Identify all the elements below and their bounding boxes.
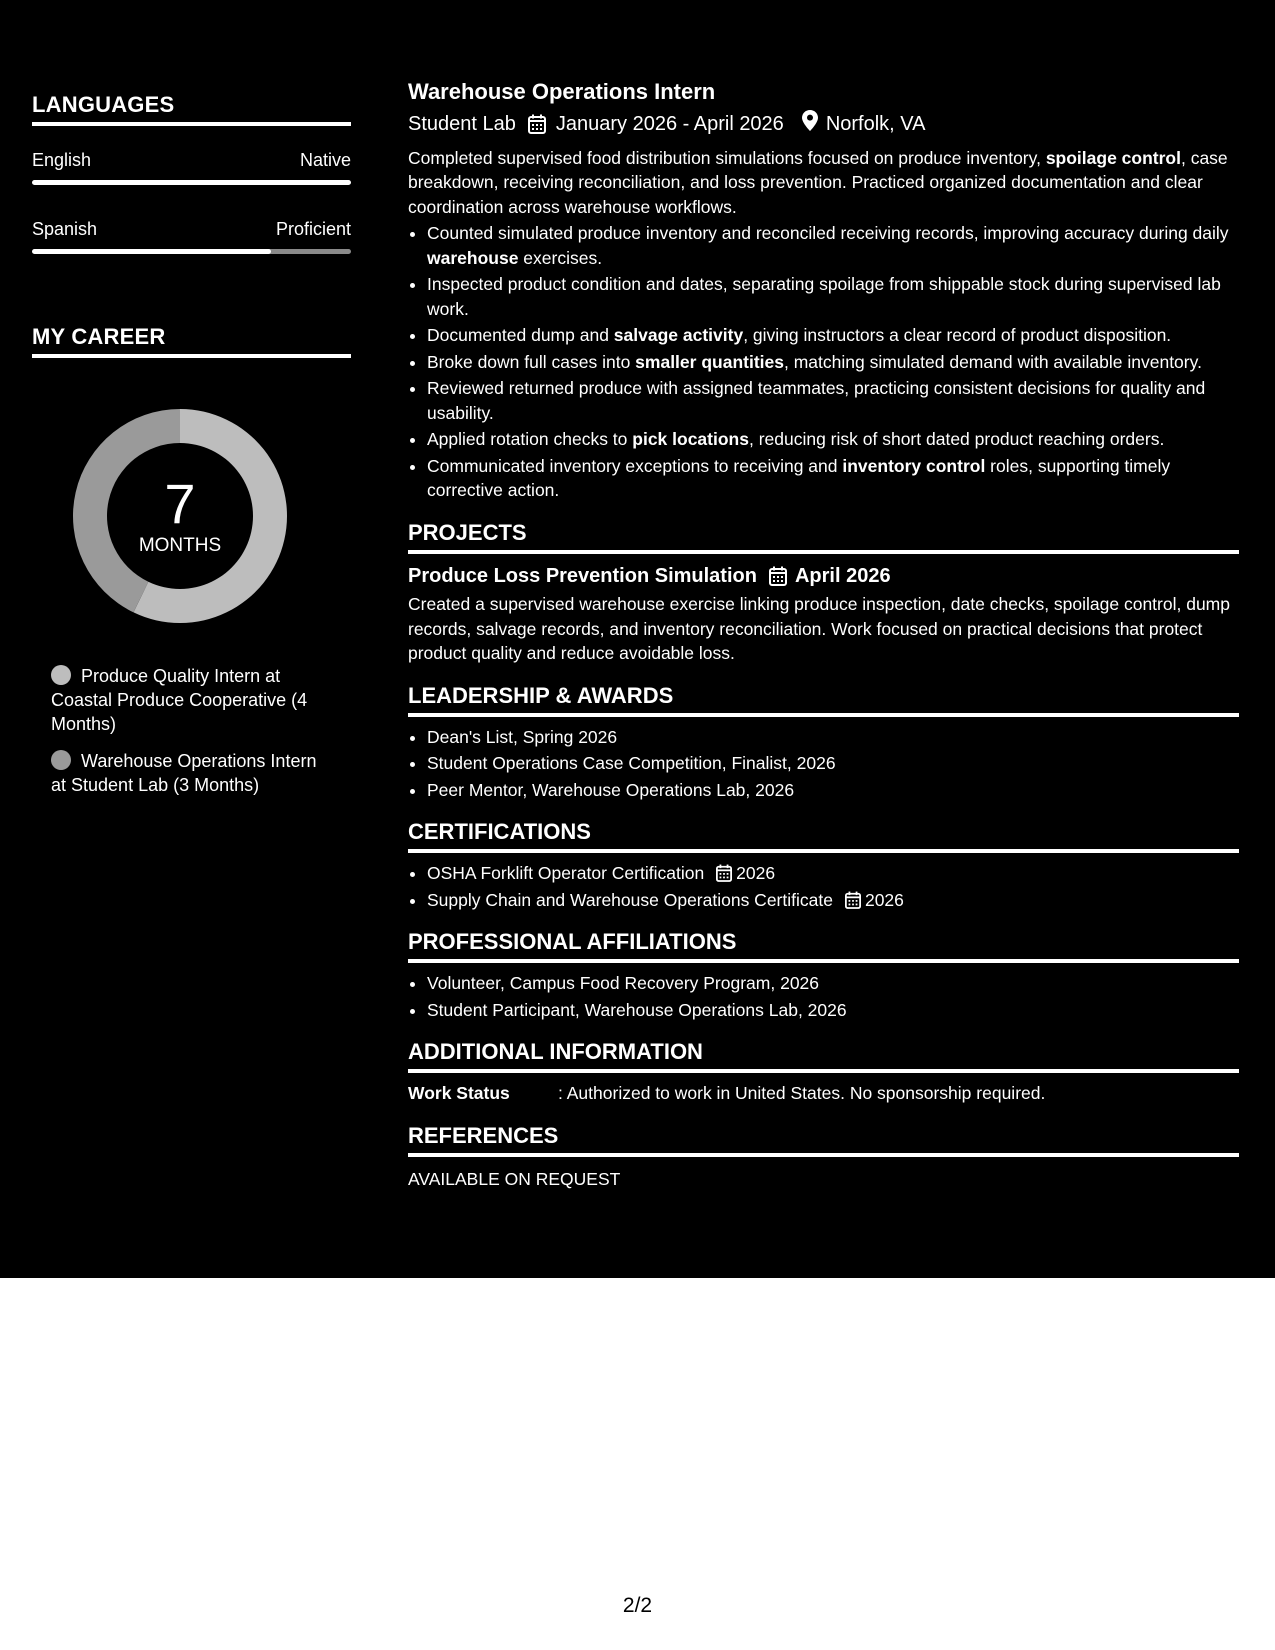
language-name: English — [32, 150, 92, 170]
project-description: Created a supervised warehouse exercise linking produce inspection, date checks, spoilage control, dump records, salvage records, and inventory reconciliation. Work focused on practical decisions that protect product quality and reduce avoidable loss. — [408, 594, 1230, 663]
bold-keyword: salvage activity — [613, 325, 744, 345]
certifications-list — [408, 861, 1239, 912]
text-run: Inspected product condition and dates, separating spoilage from shippable stock during supervised lab work. — [427, 274, 1221, 319]
references-text: AVAILABLE ON REQUEST — [408, 1168, 621, 1189]
language-proficiency-fill — [32, 249, 271, 254]
text-run: Documented dump and — [427, 325, 614, 345]
job-bullet — [427, 454, 1239, 503]
text-run: , reducing risk of short dated product reaching orders. — [748, 429, 1165, 449]
text-run: , matching simulated demand with available inventory. — [783, 351, 1202, 372]
career-legend — [51, 664, 331, 797]
language-level: Native — [299, 150, 351, 170]
career-total-number: 7 — [164, 472, 196, 535]
projects-heading: PROJECTS — [408, 519, 1239, 554]
language-english — [32, 150, 351, 185]
career-legend-item — [51, 664, 331, 736]
text-run: Applied rotation checks to — [427, 429, 633, 449]
legend-label: Produce Quality Intern at Coastal Produce Cooperative (4 Months) — [51, 666, 308, 734]
sidebar — [32, 92, 351, 810]
text-run: , case breakdown, receiving reconciliation, and loss prevention. Practiced organized documentation and clear coordination across warehouse workflows. — [408, 147, 1228, 217]
work-status-row — [408, 1081, 1239, 1106]
text-run: Communicated inventory exceptions to receiving and — [427, 455, 843, 476]
page-number: 2/2 — [622, 1594, 653, 1617]
job-summary — [408, 146, 1239, 220]
language-name: Spanish — [32, 219, 98, 239]
bold-keyword: pick locations — [632, 429, 749, 449]
certifications-heading: CERTIFICATIONS — [408, 818, 1239, 853]
project-title-row — [408, 564, 1239, 589]
legend-label: Warehouse Operations Intern at Student Lab (3 Months) — [51, 751, 317, 795]
bold-keyword: inventory control — [842, 455, 986, 476]
job-location: Norfolk, VA — [825, 112, 926, 135]
text-run: exercises. — [518, 247, 603, 268]
work-status-label: Work Status — [408, 1083, 510, 1103]
calendar-icon — [769, 566, 787, 586]
certification-name: • OSHA Forklift Operator Certification — [427, 863, 705, 883]
career-total-unit: MONTHS — [138, 535, 222, 556]
calendar-icon — [845, 891, 861, 909]
job-bullet — [427, 323, 1239, 348]
language-proficiency-fill — [32, 180, 351, 185]
certification-name: • Supply Chain and Warehouse Operations Certificate — [427, 889, 833, 910]
job-bullets — [408, 221, 1239, 503]
references-heading: REFERENCES — [408, 1122, 1239, 1157]
certification-year: 2026 — [864, 889, 904, 910]
certification-year: 2026 — [736, 863, 776, 883]
references-section — [408, 1122, 1239, 1192]
job-meta — [408, 110, 1239, 138]
affiliations-list — [408, 971, 1239, 1022]
calendar-icon — [528, 114, 546, 134]
text-run: Completed supervised food distribution simulations focused on produce inventory, — [408, 147, 1046, 168]
text-run: Reviewed returned produce with assigned teammates, practicing consistent decisions for quality and usability. — [427, 378, 1206, 423]
language-spanish — [32, 219, 351, 254]
job-bullet — [427, 272, 1239, 321]
leadership-item: • Peer Mentor, Warehouse Operations Lab, 2026 — [427, 778, 1239, 803]
additional-heading: ADDITIONAL INFORMATION — [408, 1038, 1239, 1073]
main-content — [408, 78, 1239, 1191]
work-status-value: : Authorized to work in United States. No sponsorship required. — [558, 1083, 1046, 1103]
certification-item — [427, 861, 1239, 886]
leadership-list — [408, 725, 1239, 803]
career-heading: MY CAREER — [32, 324, 351, 358]
leadership-section — [408, 682, 1239, 803]
affiliation-item: • Student Participant, Warehouse Operations Lab, 2026 — [427, 998, 1239, 1023]
projects-section — [408, 519, 1239, 666]
experience-entry — [408, 78, 1239, 503]
job-title: Warehouse Operations Intern — [408, 79, 716, 104]
text-run: , giving instructors a clear record of product disposition. — [743, 325, 1172, 345]
bold-keyword: spoilage control — [1045, 147, 1181, 168]
job-dates: January 2026 - April 2026 — [555, 112, 784, 135]
certifications-section — [408, 818, 1239, 912]
job-bullet — [427, 350, 1239, 375]
project-title: Produce Loss Prevention Simulation — [408, 564, 757, 587]
career-donut-chart — [66, 402, 294, 630]
map-pin-icon — [802, 110, 818, 138]
bold-keyword: warehouse — [427, 247, 519, 268]
additional-section — [408, 1038, 1239, 1106]
project-date: April 2026 — [794, 564, 891, 587]
text-run: Counted simulated produce inventory and reconciled receiving records, improving accuracy during daily — [427, 223, 1229, 243]
affiliation-item: • Volunteer, Campus Food Recovery Program, 2026 — [427, 971, 1239, 996]
legend-dot — [51, 750, 71, 770]
affiliations-heading: PROFESSIONAL AFFILIATIONS — [408, 928, 1239, 963]
text-run: roles, supporting timely corrective action. — [427, 455, 1171, 500]
company-name: Student Lab — [408, 112, 516, 135]
job-bullet — [427, 221, 1239, 270]
affiliations-section — [408, 928, 1239, 1022]
text-run: Broke down full cases into — [427, 351, 636, 372]
career-legend-item — [51, 749, 331, 797]
legend-dot — [51, 665, 71, 685]
language-proficiency-bar — [32, 180, 351, 185]
leadership-item: • Dean's List, Spring 2026 — [427, 725, 1239, 750]
bold-keyword: smaller quantities — [635, 351, 784, 372]
languages-heading: LANGUAGES — [32, 92, 351, 126]
leadership-item: • Student Operations Case Competition, Finalist, 2026 — [427, 751, 1239, 776]
job-bullet — [427, 427, 1239, 452]
language-proficiency-bar — [32, 249, 351, 254]
calendar-icon — [716, 864, 732, 882]
job-bullet — [427, 376, 1239, 425]
language-level: Proficient — [275, 219, 351, 239]
certification-item — [427, 888, 1239, 913]
leadership-heading: LEADERSHIP & AWARDS — [408, 682, 1239, 717]
